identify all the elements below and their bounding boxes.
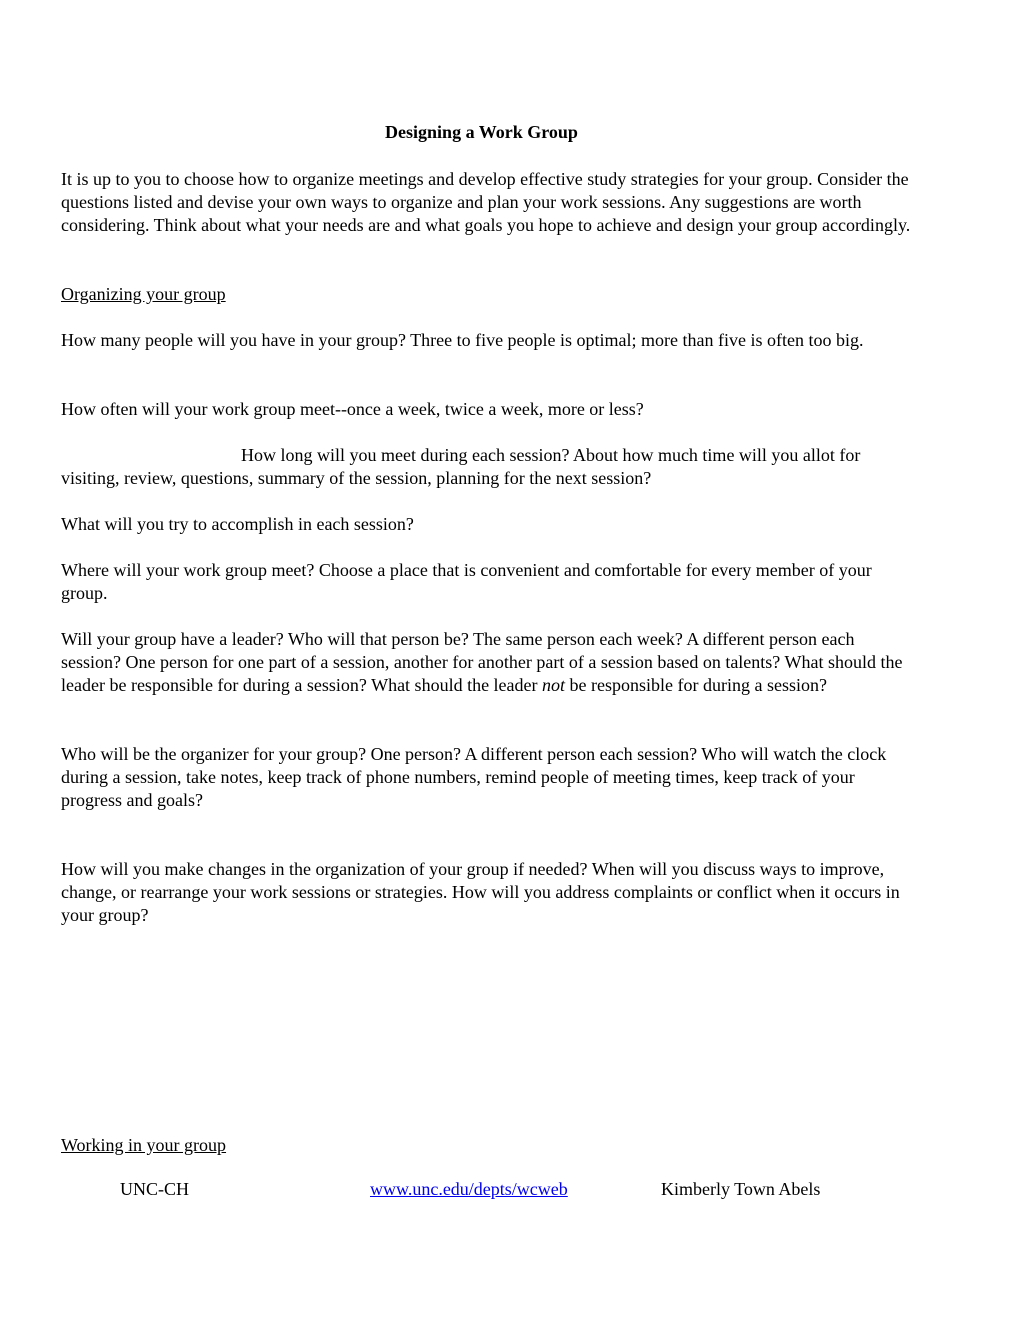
paragraph-session-goals: What will you try to accomplish in each session?: [61, 514, 414, 534]
footer-website-link[interactable]: www.unc.edu/depts/wcweb: [370, 1179, 568, 1199]
document-footer: [0, 1178, 1020, 1202]
footer-organization: UNC-CH: [120, 1179, 190, 1199]
paragraph-group-leader: [61, 628, 911, 697]
leader-text-end: be responsible for during a session?: [565, 675, 827, 695]
paragraph-group-organizer: Who will be the organizer for your group? One person? A different person each session? Who will watch the clock during a session, take notes, keep track of phone numbers, remind people of meeting times, keep track of your progress and goals?: [61, 744, 887, 810]
paragraph-meeting-place: Where will your work group meet? Choose a place that is convenient and comfortable for every member of your group.: [61, 560, 872, 603]
paragraph-group-size: How many people will you have in your group? Three to five people is optimal; more than five is often too big.: [61, 330, 864, 350]
section-heading-organizing: Organizing your group: [61, 284, 226, 304]
paragraph-making-changes: How will you make changes in the organization of your group if needed? When will you discuss ways to improve, change, or rearrange your work sessions or strategies. How will you address complaints or conflict when it occurs in your group?: [61, 859, 900, 925]
paragraph-session-length: How long will you meet during each session? About how much time will you allot for visiting, review, questions, summary of the session, planning for the next session?: [61, 445, 861, 488]
document-title: Designing a Work Group: [385, 122, 578, 142]
leader-text-start: Will your group have a leader? Who will that person be? The same person each week? A different person each session? One person for one part of a session, another for another part of a session based on talents? What should the leader be responsible for during a session? What should the leader: [61, 629, 903, 695]
leader-text-emphasis: not: [542, 675, 566, 695]
intro-paragraph: It is up to you to choose how to organize meetings and develop effective study strategies for your group. Consider the questions listed and devise your own ways to organize and plan your work sessions. Any suggestions are worth considering. Think about what your needs are and what goals you hope to achieve and design your group accordingly.: [61, 169, 911, 235]
paragraph-meeting-frequency: How often will your work group meet--once a week, twice a week, more or less?: [61, 399, 644, 419]
footer-author: Kimberly Town Abels: [661, 1179, 821, 1199]
section-heading-working: Working in your group: [61, 1135, 227, 1155]
